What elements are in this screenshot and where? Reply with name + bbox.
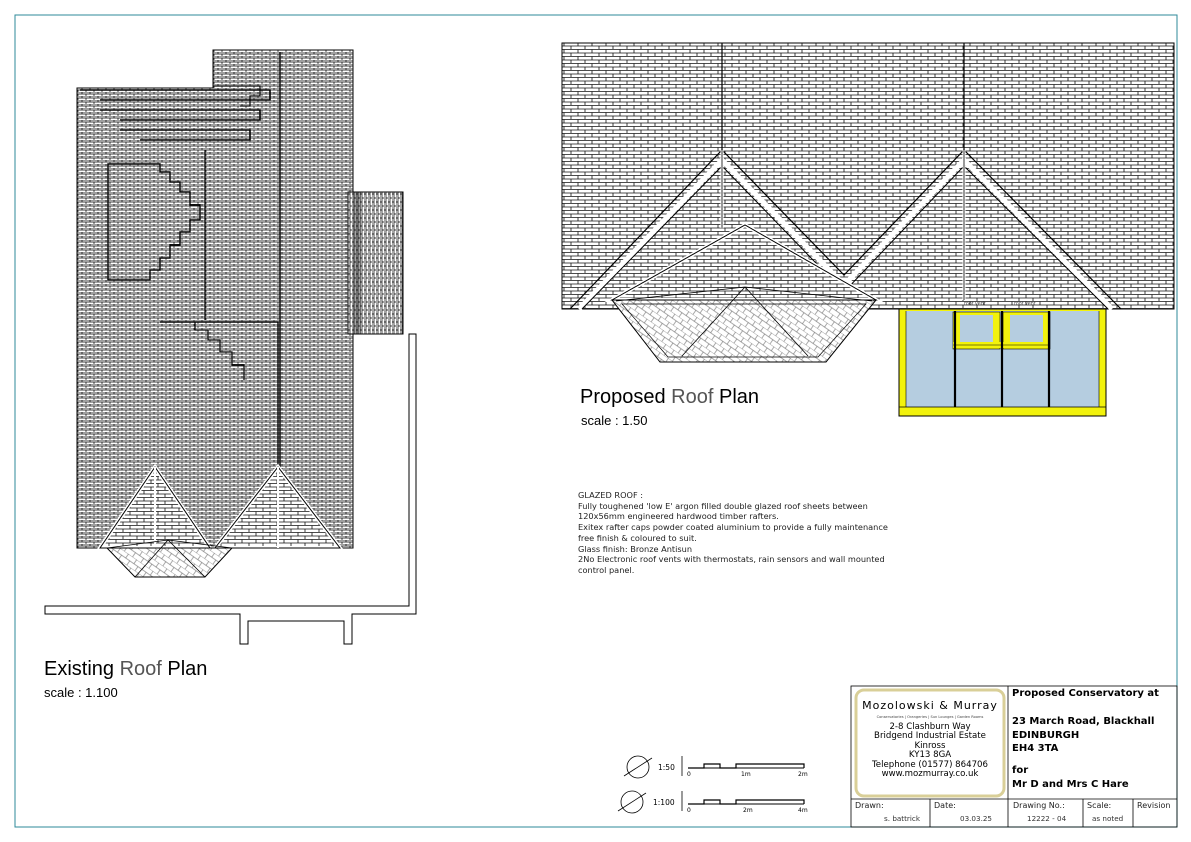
- note-line: GLAZED ROOF :: [578, 490, 644, 500]
- project-address-line: 23 March Road, Blackhall: [1012, 715, 1155, 727]
- existing-bay-roof: [107, 548, 232, 577]
- project-heading: Proposed Conservatory at: [1012, 688, 1159, 699]
- company-telephone: Telephone (01577) 864706: [872, 759, 988, 770]
- project-details: [1012, 687, 1159, 792]
- note-line: Exitex rafter caps powder coated aluminium to provide a fully maintenance: [578, 522, 888, 533]
- roof-vent-label-2: roof vent: [1014, 302, 1036, 307]
- existing-house-roof: [77, 50, 353, 548]
- note-line: Fully toughened 'low E' argon filled double glazed roof sheets between: [578, 500, 868, 511]
- note-line: free finish & coloured to suit.: [578, 532, 697, 543]
- drawn-value: s. battrick: [884, 814, 920, 823]
- scale-bar-1-50: [624, 756, 804, 778]
- scale-bar-tick: 0: [687, 807, 691, 814]
- existing-plan-title: Existing Roof Plan: [44, 658, 208, 680]
- company-address-line: Bridgend Industrial Estate: [874, 731, 986, 742]
- company-address-line: 2-8 Clashburn Way: [889, 722, 971, 732]
- roof-vent-label-1: roof vent: [964, 302, 986, 307]
- glazed-roof-notes: [578, 490, 888, 576]
- note-line: 120x56mm engineered hardwood timber rafters.: [578, 511, 779, 522]
- scale-bar-tick: 4m: [798, 807, 808, 814]
- drawing-no-value: 12222 - 04: [1027, 814, 1067, 823]
- scale-bar-tick: 1m: [741, 771, 751, 778]
- date-value: 03.03.25: [960, 814, 993, 823]
- note-line: 2No Electronic roof vents with thermostats, rain sensors and wall mounted: [578, 554, 885, 565]
- scale-bar-1-100: [618, 791, 804, 813]
- company-tagline: Conservatories | Orangeries | Sun Lounges | Garden Rooms: [876, 715, 984, 719]
- scale-value: as noted: [1092, 814, 1124, 823]
- proposed-roof-plan: [562, 43, 1174, 416]
- scale-bar-tick: 2m: [743, 807, 753, 814]
- proposed-bay-roof: [612, 300, 876, 362]
- note-line: control panel.: [578, 564, 635, 575]
- company-website: www.mozmurray.co.uk: [881, 769, 979, 780]
- revision-label: Revision: [1137, 801, 1171, 810]
- company-logo: [855, 699, 1005, 779]
- project-client: Mr D and Mrs C Hare: [1012, 778, 1129, 790]
- existing-plan-scale: scale : 1.100: [44, 685, 118, 700]
- scale-bar-tick: 2m: [798, 771, 808, 778]
- scale-bar-ratio: 1:100: [653, 798, 675, 807]
- proposed-conservatory-roof: [899, 309, 1106, 416]
- company-address-line: Kinross: [914, 740, 946, 751]
- project-address-line: EDINBURGH: [1012, 729, 1080, 741]
- drawn-label: Drawn:: [855, 801, 884, 810]
- company-name: Mozolowski & Murray: [862, 699, 998, 712]
- date-label: Date:: [934, 801, 956, 810]
- project-for-label: for: [1012, 765, 1029, 777]
- drawing-no-label: Drawing No.:: [1013, 801, 1065, 810]
- existing-roof-plan: [45, 50, 416, 644]
- note-line: Glass finish: Bronze Antisun: [578, 543, 693, 554]
- scale-bar-ratio: 1:50: [658, 763, 675, 772]
- project-address-line: EH4 3TA: [1012, 743, 1059, 755]
- scale-label: Scale:: [1087, 801, 1112, 810]
- proposed-plan-title: Proposed Roof Plan: [580, 386, 760, 408]
- proposed-plan-scale: scale : 1.50: [581, 413, 648, 428]
- scale-bar-tick: 0: [687, 771, 691, 778]
- company-address-line: KY13 8GA: [908, 750, 952, 761]
